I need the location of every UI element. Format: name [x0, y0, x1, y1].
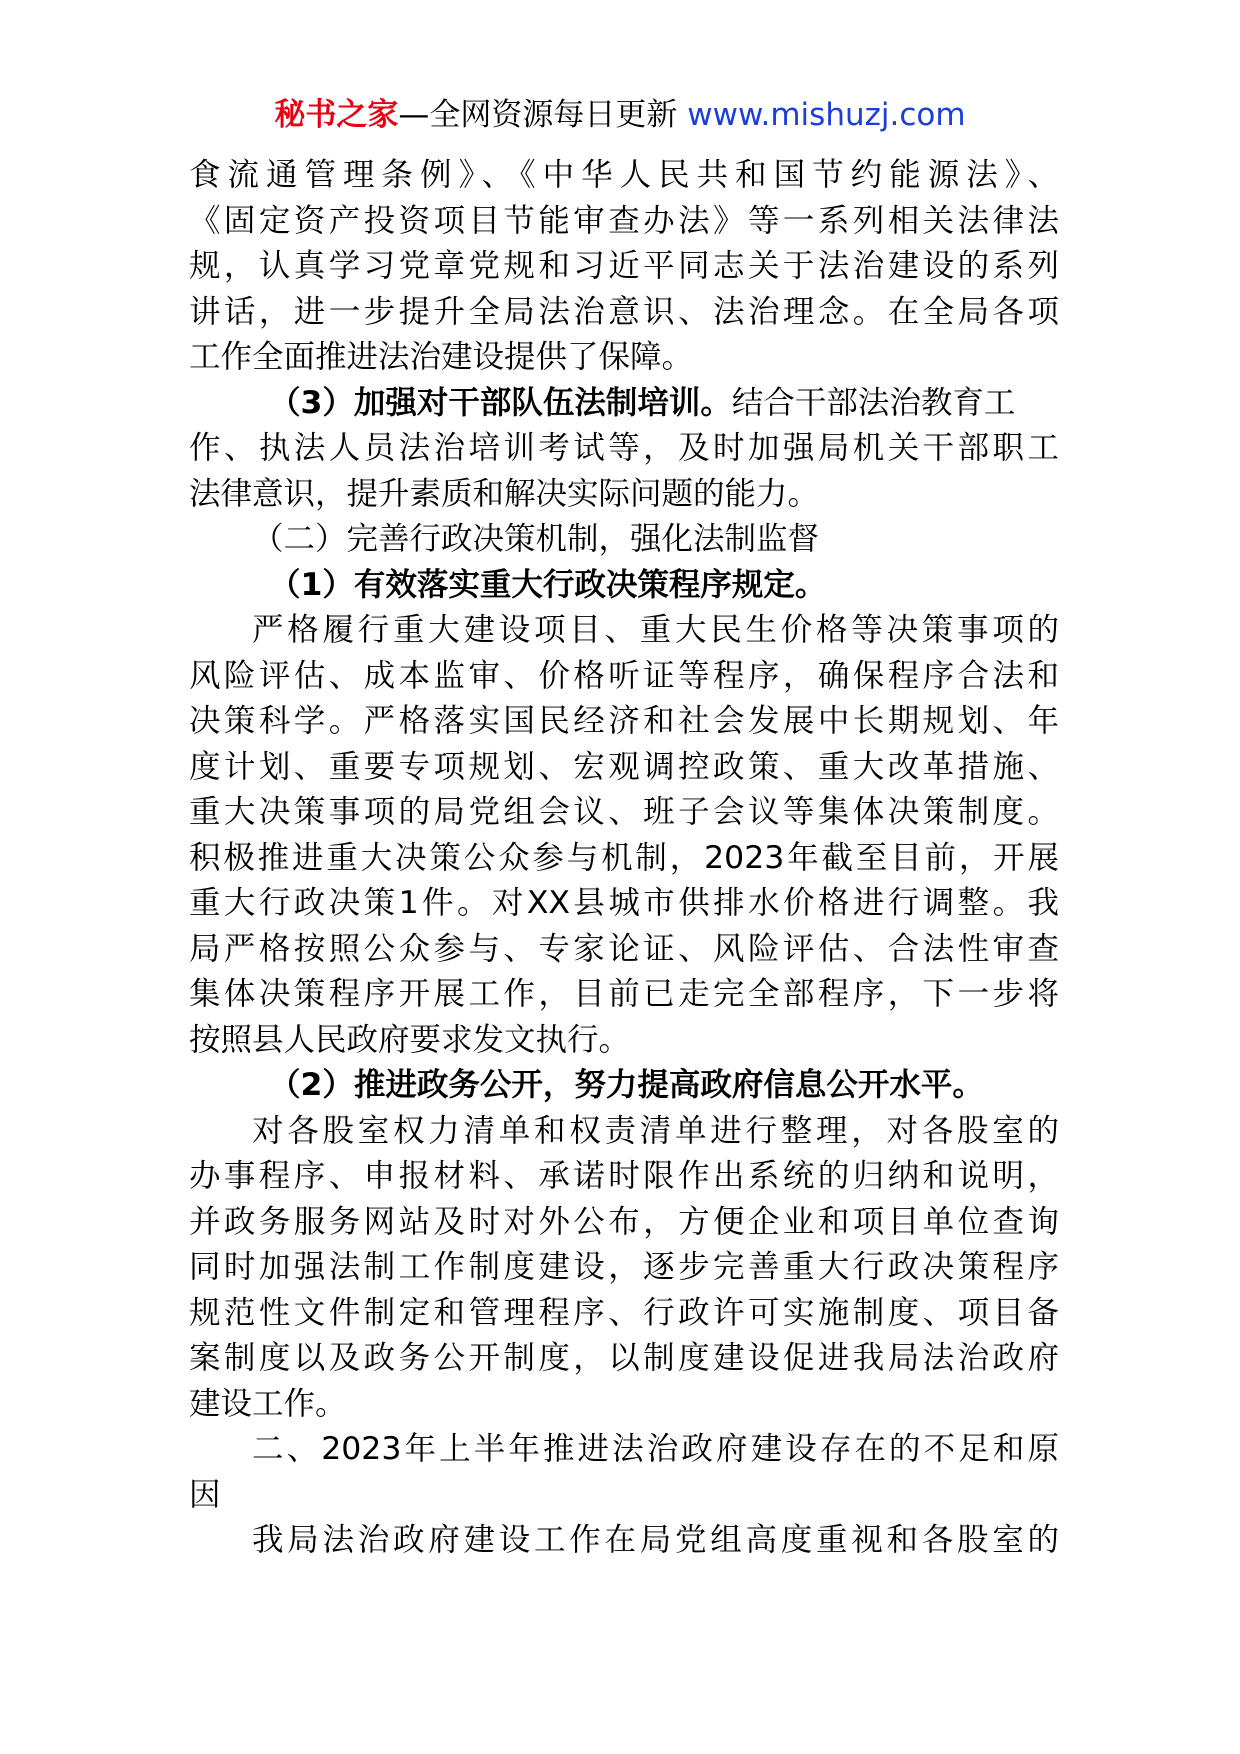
text-line: 《固定资产投资项目节能审查办法》等一系列相关法律法 [189, 202, 1059, 239]
text-run: 结合干部法治教育工 [731, 384, 1016, 421]
text-line: 重大决策事项的局党组会议、班子会议等集体决策制度。 [189, 794, 1059, 830]
text-line: 风险评估、成本监审、价格听证等程序，确保程序合法和 [189, 657, 1059, 694]
text-line: 同时加强法制工作制度建设，逐步完善重大行政决策程序 [189, 1249, 1059, 1285]
text-line: 办事程序、申报材料、承诺时限作出系统的归纳和说明， [189, 1158, 1059, 1194]
text-line: 积极推进重大决策公众参与机制，2023年截至目前，开展 [189, 839, 1059, 876]
text-line: 作、执法人员法治培训考试等，及时加强局机关干部职工 [189, 430, 1059, 466]
text-line: 严格履行重大建设项目、重大民生价格等决策事项的 [252, 612, 1059, 648]
subheading-3: （3）加强对干部队伍法制培训。 [269, 384, 732, 421]
section-heading-cont: 因 [189, 1476, 221, 1513]
text-line: 我局法治政府建设工作在局党组高度重视和各股室的 [252, 1522, 1059, 1558]
text-line: 局严格按照公众参与、专家论证、风险评估、合法性审查 [189, 930, 1059, 967]
text-line: 集体决策程序开展工作，目前已走完全部程序，下一步将 [189, 976, 1059, 1012]
subheading-1: （1）有效落实重大行政决策程序规定。 [269, 566, 827, 603]
section-heading: 二、2023年上半年推进法治政府建设存在的不足和原 [252, 1431, 1059, 1467]
text-line: 法律意识，提升素质和解决实际问题的能力。 [189, 475, 820, 512]
text-line: 工作全面推进法治建设提供了保障。 [189, 339, 694, 375]
text-line: 食流通管理条例》、《中华人民共和国节约能源法》、 [189, 157, 1059, 193]
brand-name: 秘书之家 [274, 97, 399, 133]
header-url-link[interactable]: www.mishuzj.com [687, 97, 966, 133]
section-heading: （二）完善行政决策机制，强化法制监督 [252, 521, 820, 557]
page-header [0, 95, 1240, 135]
text-line: 并政务服务网站及时对外公布，方便企业和项目单位查询 [189, 1203, 1059, 1240]
text-line: 规，认真学习党章党规和习近平同志关于法治建设的系列 [189, 248, 1059, 284]
text-line: 重大行政决策1件。对XX县城市供排水价格进行调整。我 [189, 885, 1059, 921]
text-line: 案制度以及政务公开制度，以制度建设促进我局法治政府 [189, 1340, 1059, 1376]
subheading-2: （2）推进政务公开，努力提高政府信息公开水平。 [269, 1067, 984, 1103]
text-line: 规范性文件制定和管理程序、行政许可实施制度、项目备 [189, 1294, 1059, 1331]
text-line: 决策科学。严格落实国民经济和社会发展中长期规划、年 [189, 703, 1059, 739]
header-tagline: —全网资源每日更新 [398, 97, 678, 133]
text-line: 对各股室权力清单和权责清单进行整理，对各股室的 [252, 1112, 1059, 1149]
text-line [189, 381, 1059, 427]
document-body [189, 153, 1059, 1564]
text-line: 按照县人民政府要求发文执行。 [189, 1021, 631, 1058]
text-line: 讲话，进一步提升全局法治意识、法治理念。在全局各项 [189, 293, 1059, 330]
text-line: 度计划、重要专项规划、宏观调控政策、重大改革措施、 [189, 748, 1059, 785]
text-line: 建设工作。 [189, 1385, 347, 1422]
